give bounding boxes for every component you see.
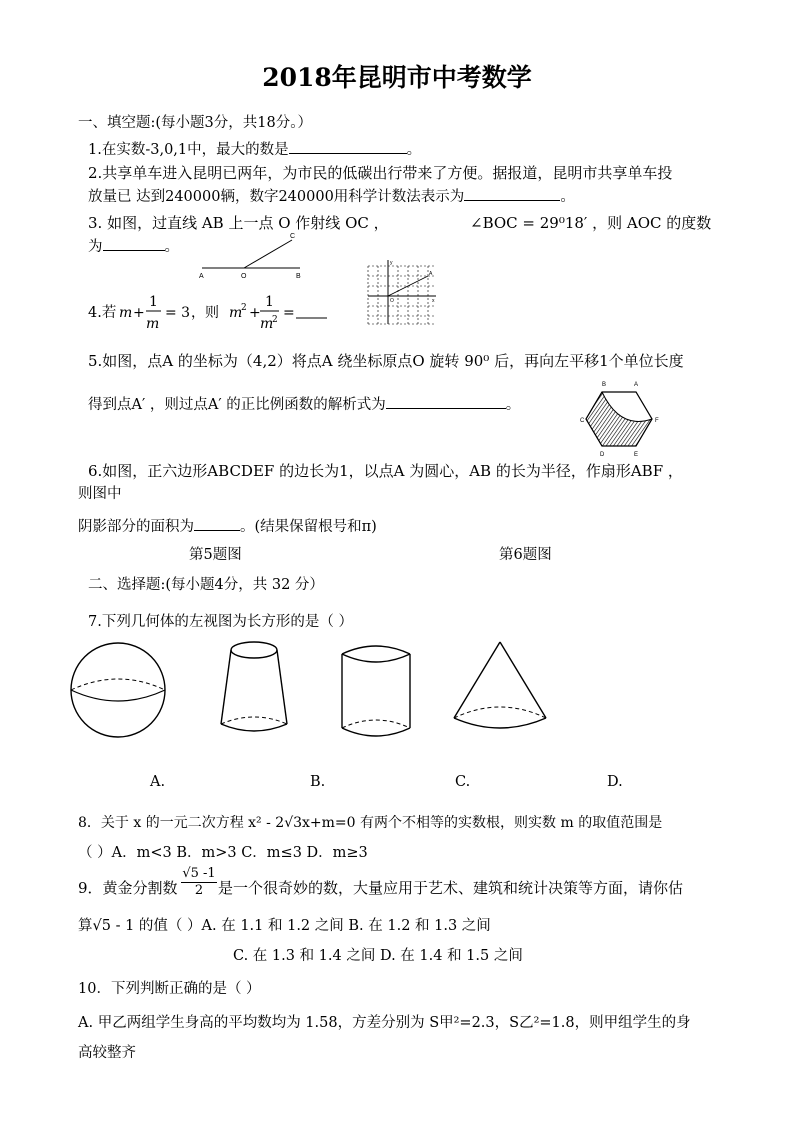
svg-text:2: 2 [241, 303, 247, 313]
q10-line2: A. 甲乙两组学生身高的平均数均为 1.58，方差分别为 S甲²=2.3，S乙²=1.8，则甲组学生的身 [78, 1015, 691, 1031]
hex-label-d: D [600, 452, 605, 458]
ray-oc [244, 240, 292, 268]
svg-text:= 3: = 3 [165, 305, 191, 321]
q2-line2 [88, 186, 575, 207]
q1-end: 。 [406, 142, 422, 158]
svg-text:2: 2 [272, 315, 278, 325]
hex-label-c: C [580, 418, 585, 424]
hex-label-a: A [634, 382, 639, 388]
q3-blank [103, 236, 165, 251]
q9-line2: 算√5 - 1 的值（ ）A. 在 1.1 和 1.2 之间 B. 在 1.2 和 1.3 之间 [78, 918, 491, 934]
grid-figure [364, 258, 438, 328]
q4-mid: ，则 [191, 305, 219, 321]
svg-text:m: m [229, 305, 243, 321]
fig6-caption: 第6题图 [499, 547, 552, 563]
q7-option-b: B. [310, 774, 326, 790]
sphere-figure [70, 640, 166, 740]
cylinder-figure [339, 644, 413, 744]
q6-end: 。(结果保留根号和π) [240, 519, 377, 535]
q3-label-a: A [199, 273, 204, 280]
q5-blank [386, 394, 506, 409]
q7-option-d: D. [607, 774, 623, 790]
svg-text:+: + [249, 305, 261, 321]
q4-expression [119, 290, 329, 334]
q3-wei: 为 [88, 239, 103, 255]
q10-line1: 10．下列判断正确的是（ ） [78, 981, 261, 997]
q7-option-a: A. [150, 774, 166, 790]
q2-end: 。 [560, 189, 575, 205]
grid-label-x: x [432, 298, 435, 304]
q10-line3: 高较整齐 [78, 1045, 136, 1061]
q4-prefix: 4.若 [88, 305, 117, 321]
svg-text:+: + [133, 305, 145, 321]
q6-text: 阴影部分的面积为 [78, 519, 194, 535]
q6-line3 [78, 516, 377, 537]
cone-figure [451, 640, 549, 742]
q9-frac-den: 2 [194, 883, 204, 898]
q2-line1: 2.共享单车进入昆明已两年，为市民的低碳出行带来了方便。据报道，昆明市共享单车投 [88, 164, 673, 182]
q6-line1: 6.如图，正六边形ABCDEF 的边长为1，以点A 为圆心，AB 的长为半径，作扇形ABF ， [88, 462, 683, 480]
section2-heading: 二、选择题:(每小题4分，共 32 分） [88, 577, 324, 593]
grid-label-a: A [429, 271, 433, 277]
svg-text:m: m [119, 305, 133, 321]
q3-label-o: O [241, 273, 247, 280]
q3-text: 3. 如图，过直线 AB 上一点 O 作射线 OC ， [88, 214, 389, 232]
q8-line2: （ ）A．m<3 B．m>3 C．m≤3 D．m≥3 [78, 845, 368, 861]
q3-figure [196, 230, 306, 280]
q6-line2: 则图中 [78, 486, 122, 502]
q7-text: 7.下列几何体的左视图为长方形的是（ ） [88, 614, 353, 630]
q3-line2 [88, 236, 179, 257]
q8-line1: 8．关于 x 的一元二次方程 x² - 2√3x+m=0 有两个不相等的实数根，则实数 m 的取值范围是 [78, 815, 663, 831]
svg-text:m: m [146, 316, 160, 332]
hex-label-b: B [602, 382, 607, 388]
svg-text:1: 1 [265, 294, 274, 310]
q1 [88, 139, 421, 160]
q9-frac-num: √5 -1 [182, 866, 216, 881]
fig5-caption: 第5题图 [189, 547, 242, 563]
q3-end: 。 [164, 239, 179, 255]
q5-end: 。 [505, 397, 521, 413]
q5-text: 得到点A′ ，则过点A′ 的正比例函数的解析式为 [88, 397, 386, 413]
svg-text:1: 1 [149, 294, 158, 310]
q1-blank [289, 139, 407, 154]
q2-blank [464, 186, 560, 201]
q5-line1: 5.如图，点A 的坐标为（4,2）将点A 绕坐标原点O 旋转 90⁰ 后，再向左平移1个单位长度 [88, 352, 684, 370]
q3-label-c: C [290, 233, 296, 240]
q1-text: 1.在实数-3,0,1中，最大的数是 [88, 142, 289, 158]
q3-angle: ∠BOC = 29⁰18′ ，则 AOC 的度数 [470, 214, 712, 232]
q3-label-b: B [296, 273, 301, 280]
svg-text:m: m [260, 316, 274, 332]
q9-line3: C. 在 1.3 和 1.4 之间 D. 在 1.4 和 1.5 之间 [233, 948, 523, 964]
grid-lines [368, 266, 434, 324]
page-title: 2018年昆明市中考数学 [262, 63, 532, 92]
q9-prefix: 9．黄金分割数 [78, 879, 178, 897]
q7-option-c: C. [455, 774, 471, 790]
grid-label-y: y [390, 260, 393, 266]
q9-frac [181, 866, 217, 899]
hex-label-e: E [634, 452, 639, 458]
svg-text:=: = [283, 305, 295, 321]
q9-post: 是一个很奇妙的数，大量应用于艺术、建筑和统计决策等方面，请你估 [218, 879, 684, 897]
hexagon-figure [580, 378, 670, 460]
q5-line2 [88, 394, 520, 415]
hex-label-f: F [655, 418, 659, 424]
grid-label-o: O [390, 298, 394, 304]
frustum-figure [219, 640, 289, 736]
q2-text: 放量已 达到240000辆，数字240000用科学计数法表示为 [88, 189, 465, 205]
q6-blank [194, 516, 240, 531]
section1-heading: 一、填空题:(每小题3分，共18分。） [78, 115, 312, 131]
